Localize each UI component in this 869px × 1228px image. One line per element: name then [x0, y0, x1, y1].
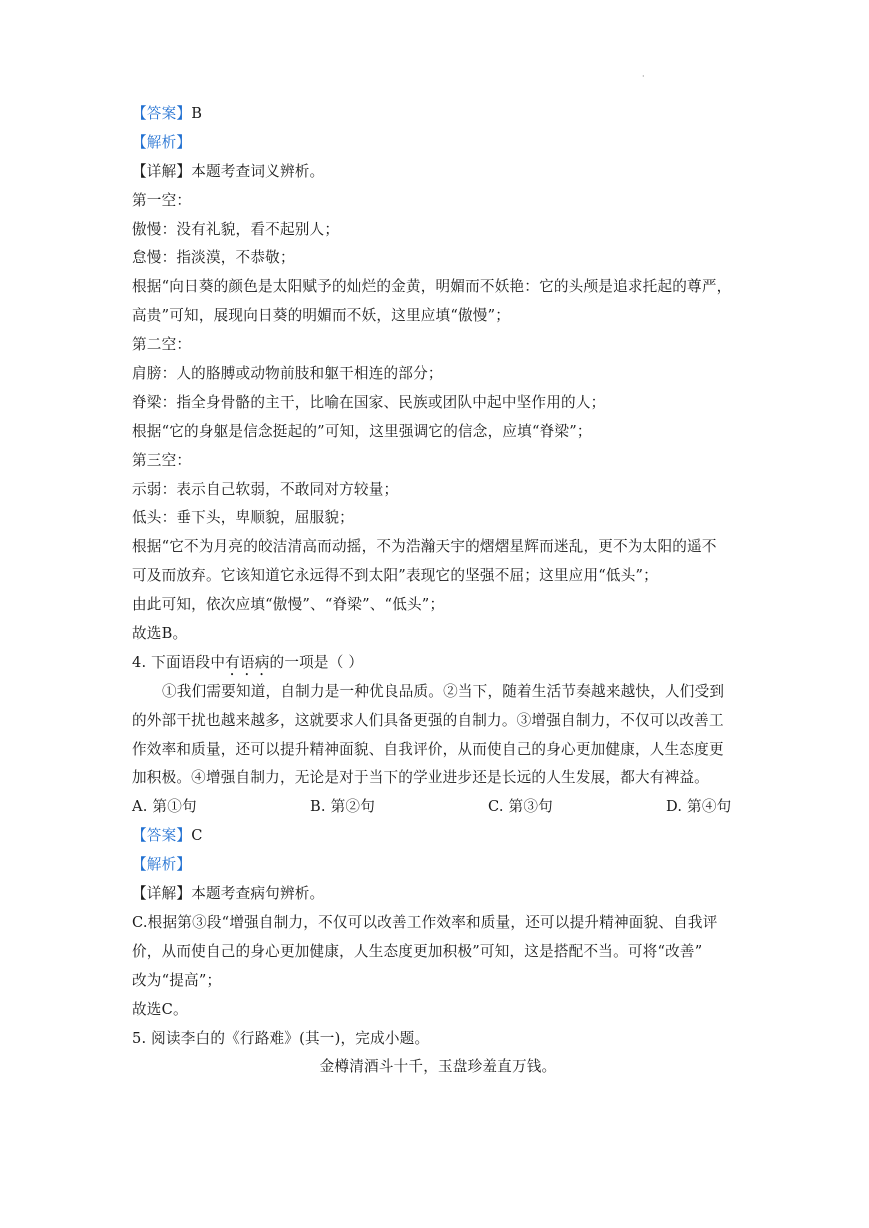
q3-detail-line	[132, 158, 744, 187]
text-line: 傲慢：没有礼貌，看不起别人；	[132, 220, 340, 238]
text-line: 第三空：	[132, 451, 192, 469]
text-line: 由此可知，依次应填“傲慢”、“脊梁”、“低头”；	[132, 596, 445, 614]
passage-line: 作效率和质量，还可以提升精神面貌、自我评价，从而使自己的身心更加健康，人生态度更	[132, 740, 724, 758]
q4-options	[132, 793, 744, 822]
detail-tag: 【详解】	[132, 162, 192, 180]
text-line: 价，从而使自己的身心更加健康，人生态度更加积极”可知，这是搭配不当。可将“改善”	[132, 942, 703, 960]
text-line: 高贵”可知，展现向日葵的明媚而不妖，这里应填“傲慢”；	[132, 307, 511, 325]
q4-answer-line	[132, 822, 744, 851]
text-line: 改为“提高”；	[132, 971, 222, 989]
q4-stem-suffix: 的一项是（ ）	[269, 653, 364, 671]
passage-line: ①我们需要知道，自制力是一种优良品质。②当下，随着生活节奏越来越快，人们受到	[162, 682, 725, 700]
analysis-tag: 【解析】	[132, 133, 192, 151]
text-line: 肩膀：人的胳膊或动物前肢和躯干相连的部分；	[132, 365, 443, 383]
text-line: 示弱：表示自己软弱，不敢同对方较量；	[132, 480, 399, 498]
text-line: 第二空：	[132, 336, 192, 354]
text-line: 故选B。	[132, 625, 188, 643]
text-line: 脊梁：指全身骨骼的主干，比喻在国家、民族或团队中起中坚作用的人；	[132, 393, 606, 411]
option-c: C. 第③句	[488, 798, 553, 816]
text-line: 根据“向日葵的颜色是太阳赋予的灿烂的金黄，明媚而不妖艳：它的头颅是追求托起的尊严，	[132, 278, 732, 296]
q5-stem: 5. 阅读李白的《行路难》(其一)，完成小题。	[132, 1029, 430, 1047]
answer-value: B	[191, 105, 203, 122]
text-line: 故选C。	[132, 1000, 188, 1018]
option-d: D. 第④句	[666, 798, 732, 816]
detail-text: 本题考查病句辨析。	[191, 885, 325, 903]
q3-answer-line	[132, 100, 744, 129]
answer-tag: 【答案】	[132, 105, 192, 122]
option-a: A. 第①句	[132, 798, 197, 816]
answer-tag: 【答案】	[132, 827, 192, 845]
text-line: C.根据第③段“增强自制力，不仅可以改善工作效率和质量，还可以提升精神面貌、自我评	[132, 913, 718, 931]
poem-line: 金樽清酒斗十千，玉盘珍羞直万钱。	[319, 1058, 557, 1076]
q3-analysis-line	[132, 129, 744, 158]
detail-text: 本题考查词义辨析。	[191, 162, 325, 180]
q4-stem	[132, 649, 744, 678]
q4-detail-line	[132, 880, 744, 909]
passage-line: 的外部干扰也越来越多，这就要求人们具备更强的自制力。③增强自制力，不仅可以改善工	[132, 711, 724, 729]
answer-value: C	[191, 827, 203, 845]
text-line: 可及而放弃。它该知道它永远得不到太阳”表现它的坚强不屈；这里应用“低头”；	[132, 567, 658, 585]
analysis-tag: 【解析】	[132, 856, 192, 874]
q4-stem-prefix: 4. 下面语段中	[132, 653, 226, 671]
text-line: 根据“它的身躯是信念挺起的”可知，这里强调它的信念，应填“脊梁”；	[132, 422, 592, 440]
content-area	[132, 100, 744, 1082]
q4-analysis-line	[132, 851, 744, 880]
text-line: 第一空：	[132, 191, 192, 209]
q4-stem-emphasis: 有语病	[225, 653, 270, 671]
passage-line: 加积极。④增强自制力，无论是对于当下的学业进步还是长远的人生发展，都大有裨益。	[132, 769, 709, 787]
text-line: 怠慢：指淡漠，不恭敬；	[132, 249, 295, 267]
text-line: 根据“它不为月亮的皎洁清高而动摇，不为浩瀚天宇的熠熠星辉而迷乱，更不为太阳的遥不	[132, 538, 717, 556]
option-b: B. 第②句	[310, 798, 375, 816]
text-line: 低头：垂下头，卑顺貌，屈服貌；	[132, 509, 354, 527]
detail-tag: 【详解】	[132, 885, 192, 903]
corner-dot: ·	[642, 72, 645, 81]
